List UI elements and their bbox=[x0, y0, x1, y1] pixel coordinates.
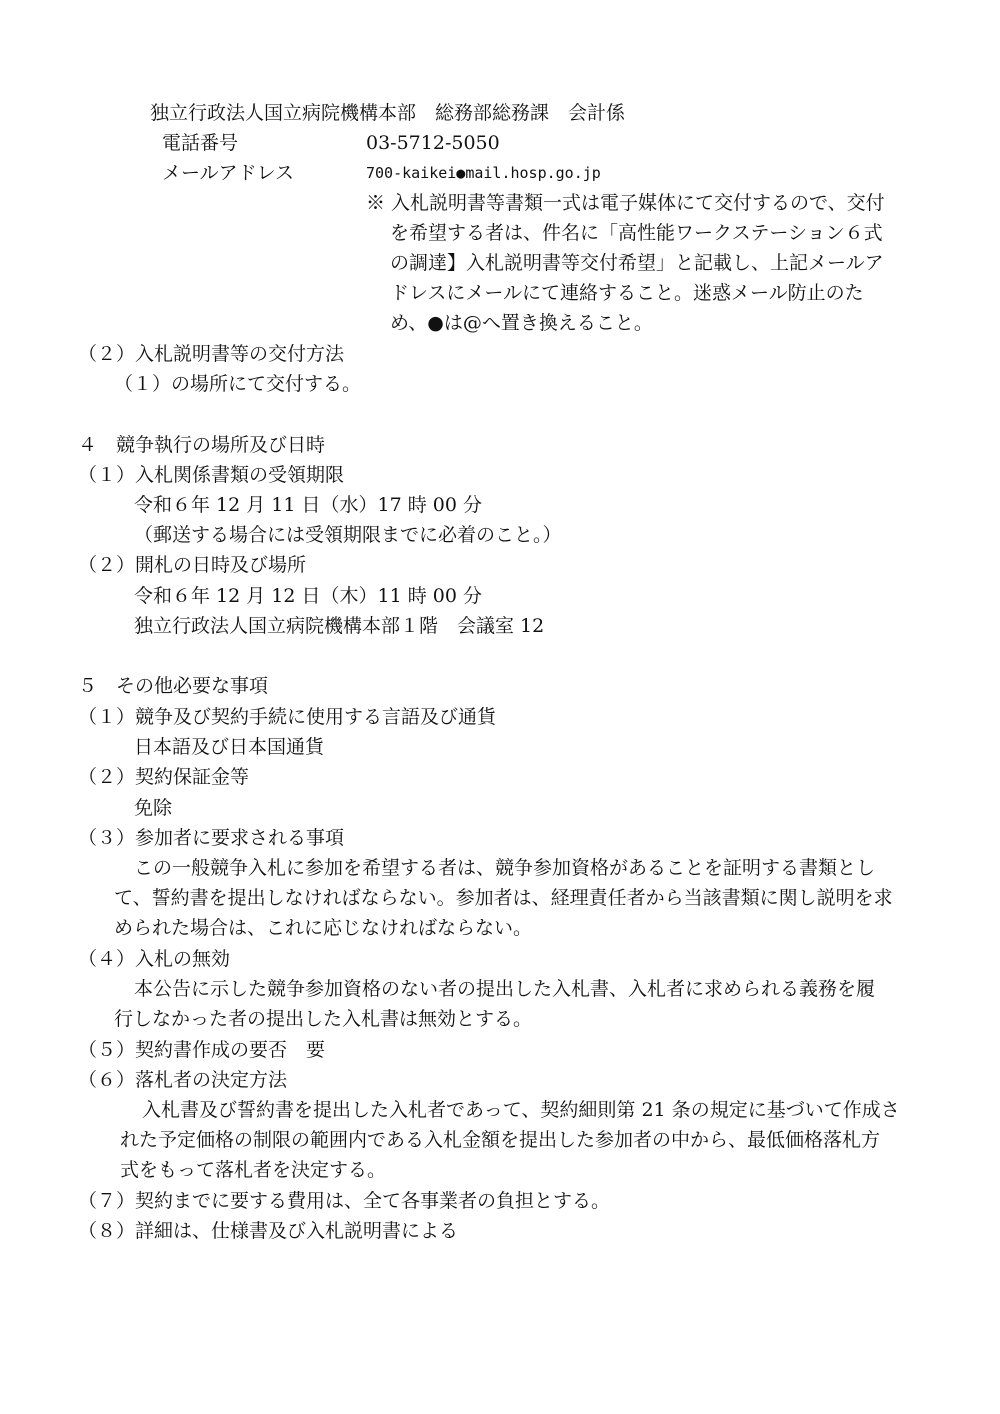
section-5-item4-line: 本公告に示した競争参加資格のない者の提出した入札書、入札者に求められる義務を履 bbox=[134, 978, 876, 1000]
note-line: ドレスにメールにて連絡すること。迷惑メール防止のた bbox=[390, 282, 864, 304]
phone-value: 03-5712-5050 bbox=[366, 132, 500, 154]
note-line: の調達】入札説明書等交付希望」と記載し、上記メールア bbox=[390, 252, 884, 274]
section-4-item2-heading: （２）開札の日時及び場所 bbox=[78, 554, 307, 576]
section-5-item3-line: この一般競争入札に参加を希望する者は、競争参加資格があることを証明する書類とし bbox=[134, 857, 876, 879]
phone-label: 電話番号 bbox=[162, 132, 239, 154]
section-5-item2-text: 免除 bbox=[134, 797, 173, 819]
section-4-item1-date: 令和６年 12 月 11 日（水）17 時 00 分 bbox=[134, 494, 482, 516]
section-5-item6-heading: （６）落札者の決定方法 bbox=[78, 1069, 288, 1091]
section-4-item2-place: 独立行政法人国立病院機構本部１階 会議室 12 bbox=[134, 615, 545, 637]
note-line: を希望する者は、件名に「高性能ワークステーション６式 bbox=[390, 222, 883, 244]
section-5-item6-line: 式をもって落札者を決定する。 bbox=[120, 1159, 387, 1181]
section-5-item4-line: 行しなかった者の提出した入札書は無効とする。 bbox=[114, 1008, 533, 1030]
section-4-item2-date: 令和６年 12 月 12 日（木）11 時 00 分 bbox=[134, 585, 482, 607]
delivery-heading: （２）入札説明書等の交付方法 bbox=[78, 343, 345, 365]
section-5-item2-heading: （２）契約保証金等 bbox=[78, 766, 250, 788]
section-5-item3-line: て、誓約書を提出しなければならない。参加者は、経理責任者から当該書類に関し説明を求 bbox=[114, 887, 893, 909]
contact-org: 独立行政法人国立病院機構本部 総務部総務課 会計係 bbox=[150, 102, 626, 124]
note-line: ※ 入札説明書等書類一式は電子媒体にて交付するので、交付 bbox=[366, 192, 885, 214]
mail-label: メールアドレス bbox=[162, 162, 295, 184]
delivery-text: （１）の場所にて交付する。 bbox=[114, 373, 362, 395]
section-4-item1-note: （郵送する場合には受領期限までに必着のこと。） bbox=[134, 524, 562, 546]
section-5-heading: ５ その他必要な事項 bbox=[78, 675, 269, 697]
mail-value: 700-kaikei●mail.hosp.go.jp bbox=[366, 164, 601, 182]
section-5-item6-line: 入札書及び誓約書を提出した入札者であって、契約細則第 21 条の規定に基づいて作成さ bbox=[142, 1099, 900, 1121]
section-5-item3-line: められた場合は、これに応じなければならない。 bbox=[114, 917, 533, 939]
note-line: め、●は@へ置き換えること。 bbox=[390, 312, 653, 334]
section-5-item3-heading: （３）参加者に要求される事項 bbox=[78, 827, 345, 849]
section-5-item1-text: 日本語及び日本国通貨 bbox=[134, 736, 325, 758]
section-4-item1-heading: （１）入札関係書類の受領期限 bbox=[78, 464, 345, 486]
section-5-item5-heading: （５）契約書作成の要否 要 bbox=[78, 1039, 326, 1061]
section-5-item8-heading: （８）詳細は、仕様書及び入札説明書による bbox=[78, 1220, 459, 1242]
section-5-item4-heading: （４）入札の無効 bbox=[78, 948, 231, 970]
section-5-item1-heading: （１）競争及び契約手続に使用する言語及び通貨 bbox=[78, 706, 497, 728]
section-4-heading: ４ 競争執行の場所及び日時 bbox=[78, 434, 326, 456]
section-5-item6-line: れた予定価格の制限の範囲内である入札金額を提出した参加者の中から、最低価格落札方 bbox=[120, 1129, 881, 1151]
section-5-item7-heading: （７）契約までに要する費用は、全て各事業者の負担とする。 bbox=[78, 1190, 611, 1212]
